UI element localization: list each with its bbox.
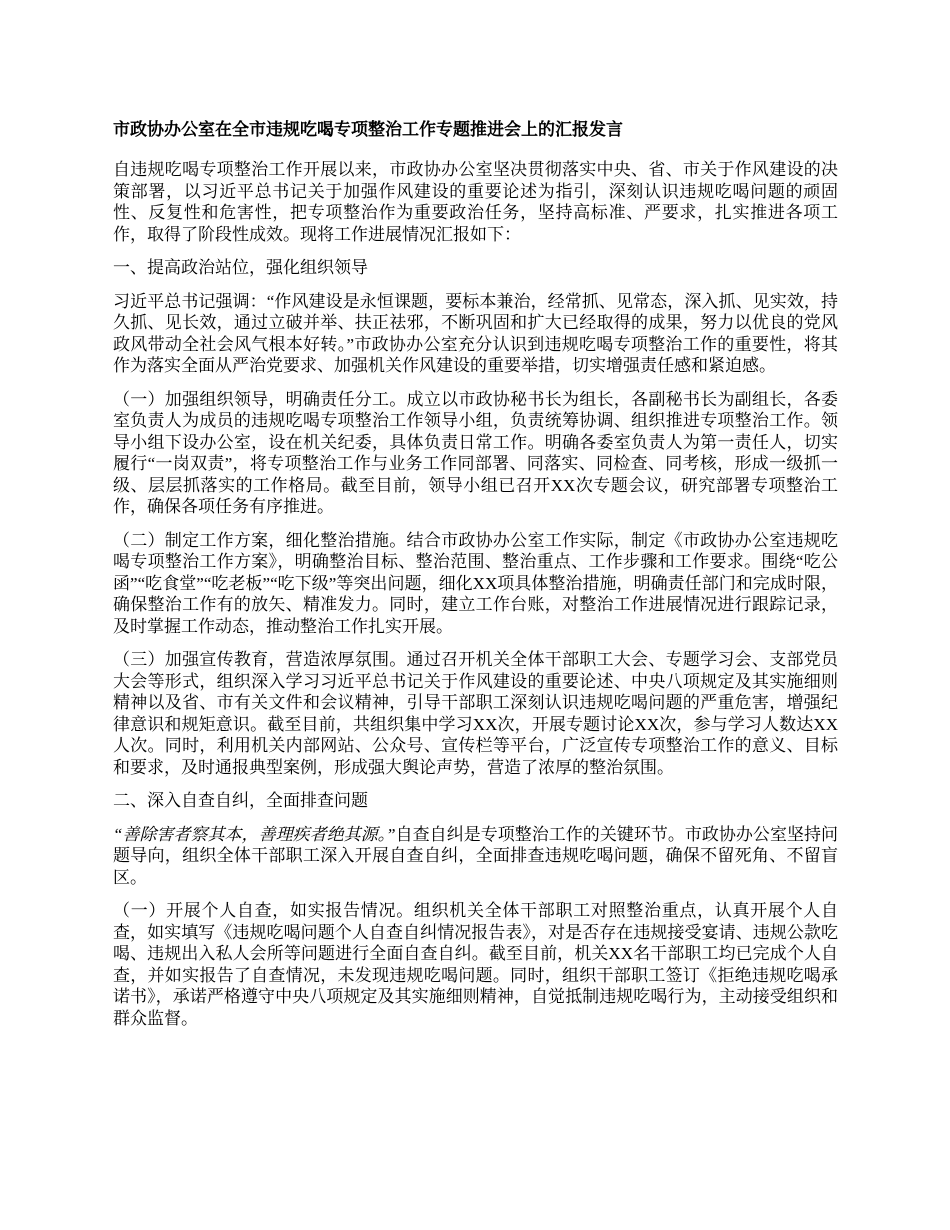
section-heading-1: 一、提高政治站位，强化组织领导 xyxy=(113,258,368,277)
paragraph-quote-xi: 习近平总书记强调：“作风建设是永恒课题，要标本兼治，经常抓、见常态，深入抓、见实效，持久抓、见长效，通过立破并举、扶正祛邪，不断巩固和扩大已经取得的成果，努力以优良的党风政风带动全社会风气根本好转。”市政协办公室充分认识到违规吃喝专项整治工作的重要性，将其作为落实全面从严治党要求、加强机关作风建设的重要举措，切实增强责任感和紧迫感。 xyxy=(113,291,838,375)
paragraph-intro: 自违规吃喝专项整治工作开展以来，市政协办公室坚决贯彻落实中央、省、市关于作风建设的决策部署，以习近平总书记关于加强作风建设的重要论述为指引，深刻认识违规吃喝问题的顽固性、反复性和危害性，把专项整治作为重要政治任务，坚持高标准、严要求，扎实推进各项工作，取得了阶段性成效。现将工作进展情况汇报如下： xyxy=(113,160,838,244)
paragraph-section2-intro xyxy=(113,824,838,889)
classical-quote: “善除害者察其本，善理疾者绝其源。” xyxy=(113,824,396,844)
paragraph-section1-item1: （一）加强组织领导，明确责任分工。成立以市政协秘书长为组长，各副秘书长为副组长，各委室负责人为成员的违规吃喝专项整治工作领导小组，负责统筹协调、组织推进专项整治工作。领导小组下设办公室，设在机关纪委，具体负责日常工作。明确各委室负责人为第一责任人，切实履行“一岗双责”，将专项整治工作与业务工作同部署、同落实、同检查、同考核，形成一级抓一级、层层抓落实的工作格局。截至目前，领导小组已召开XX次专题会议，研究部署专项整治工作，确保各项任务有序推进。 xyxy=(113,389,838,516)
paragraph-section2-intro-text: 自查自纠是专项整治工作的关键环节。市政协办公室坚持问题导向，组织全体干部职工深入开展自查自纠，全面排查违规吃喝问题，确保不留死角、不留盲区。 xyxy=(113,824,838,887)
section-heading-2: 二、深入自查自纠，全面排查问题 xyxy=(113,791,368,810)
paragraph-section1-item2: （二）制定工作方案，细化整治措施。结合市政协办公室工作实际，制定《市政协办公室违规吃喝专项整治工作方案》，明确整治目标、整治范围、整治重点、工作步骤和工作要求。围绕“吃公函”“吃食堂”“吃老板”“吃下级”等突出问题，细化XX项具体整治措施，明确责任部门和完成时限，确保整治工作有的放矢、精准发力。同时，建立工作台账，对整治工作进展情况进行跟踪记录，及时掌握工作动态，推动整治工作扎实开展。 xyxy=(113,530,838,636)
paragraph-section1-item3: （三）加强宣传教育，营造浓厚氛围。通过召开机关全体干部职工大会、专题学习会、支部党员大会等形式，组织深入学习习近平总书记关于作风建设的重要论述、中央八项规定及其实施细则精神以及省、市有关文件和会议精神，引导干部职工深刻认识违规吃喝问题的严重危害，增强纪律意识和规矩意识。截至目前，共组织集中学习XX次，开展专题讨论XX次，参与学习人数达XX人次。同时，利用机关内部网站、公众号、宣传栏等平台，广泛宣传专项整治工作的意义、目标和要求，及时通报典型案例，形成强大舆论声势，营造了浓厚的整治氛围。 xyxy=(113,650,838,777)
document-title: 市政协办公室在全市违规吃喝专项整治工作专题推进会上的汇报发言 xyxy=(113,120,623,139)
paragraph-section2-item1: （一）开展个人自查，如实报告情况。组织机关全体干部职工对照整治重点，认真开展个人自查，如实填写《违规吃喝问题个人自查自纠情况报告表》，对是否存在违规接受宴请、违规公款吃喝、违规出入私人会所等问题进行全面自查自纠。截至目前，机关XX名干部职工均已完成个人自查，并如实报告了自查情况，未发现违规吃喝问题。同时，组织干部职工签订《拒绝违规吃喝承诺书》，承诺严格遵守中央八项规定及其实施细则精神，自觉抵制违规吃喝行为，主动接受组织和群众监督。 xyxy=(113,901,838,1028)
